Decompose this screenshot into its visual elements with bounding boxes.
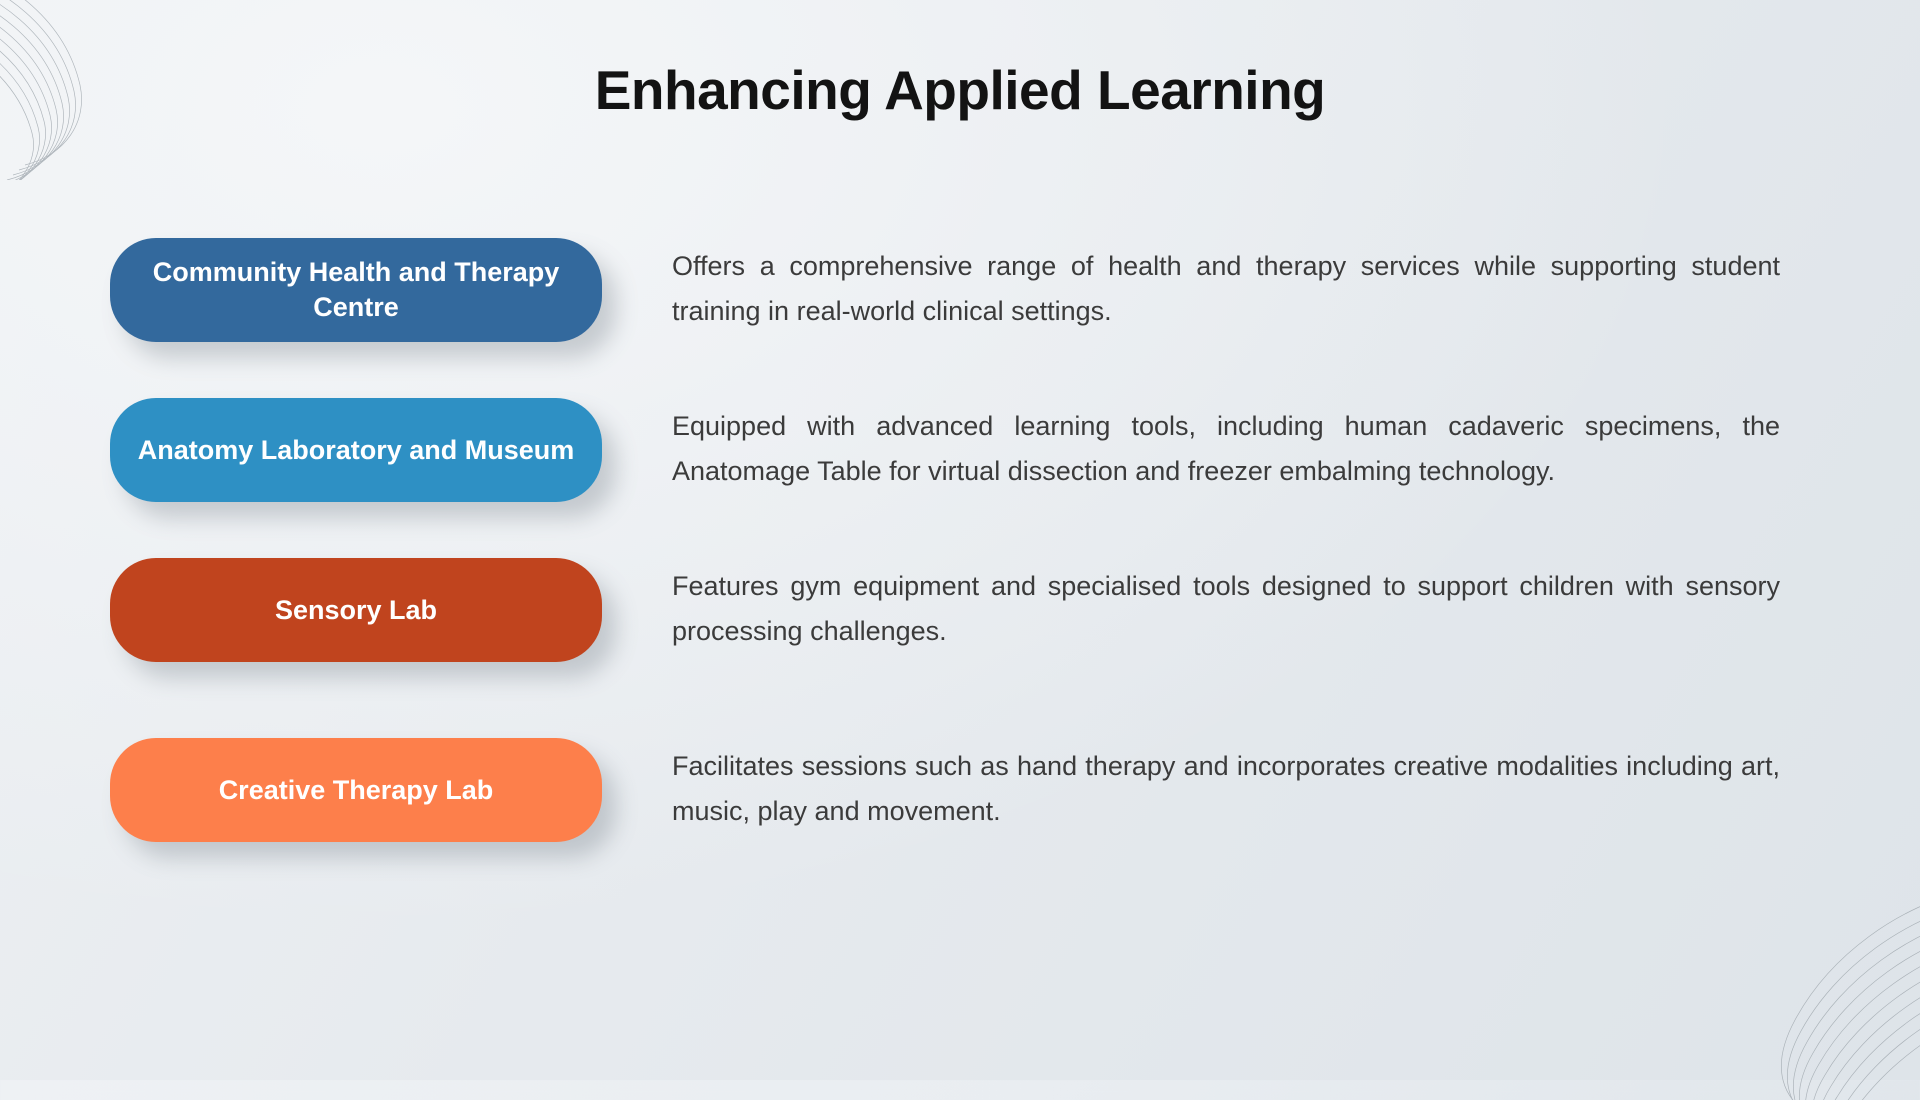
decorative-lines-bottom-right: [1580, 880, 1920, 1100]
list-item: [110, 238, 1830, 342]
feature-pill-sensory-lab[interactable]: Sensory Lab: [110, 558, 602, 662]
list-item: [110, 738, 1830, 842]
feature-pill-creative-therapy-lab[interactable]: Creative Therapy Lab: [110, 738, 602, 842]
feature-description-1: Offers a comprehensive range of health and therapy services while supporting student training in real-world clinical settings.: [672, 251, 1780, 326]
pill-wrap: [110, 738, 610, 842]
feature-description-4: Facilitates sessions such as hand therapy and incorporates creative modalities including art, music, play and movement.: [672, 751, 1780, 826]
page-title: Enhancing Applied Learning: [594, 59, 1326, 121]
pill-wrap: [110, 558, 610, 662]
feature-description-3: Features gym equipment and specialised tools designed to support children with sensory processing challenges.: [672, 571, 1780, 646]
feature-pill-anatomy-laboratory-and-museum[interactable]: Anatomy Laboratory and Museum: [110, 398, 602, 502]
pill-wrap: [110, 398, 610, 502]
feature-list: [110, 238, 1830, 876]
feature-pill-community-health-and-therapy-centre[interactable]: Community Health and Therapy Centre: [110, 238, 602, 342]
list-item: [110, 398, 1830, 502]
list-item: [110, 558, 1830, 662]
pill-wrap: [110, 238, 610, 342]
feature-description-2: Equipped with advanced learning tools, including human cadaveric specimens, the Anatomage Table for virtual dissection and freezer embalming technology.: [672, 411, 1780, 486]
